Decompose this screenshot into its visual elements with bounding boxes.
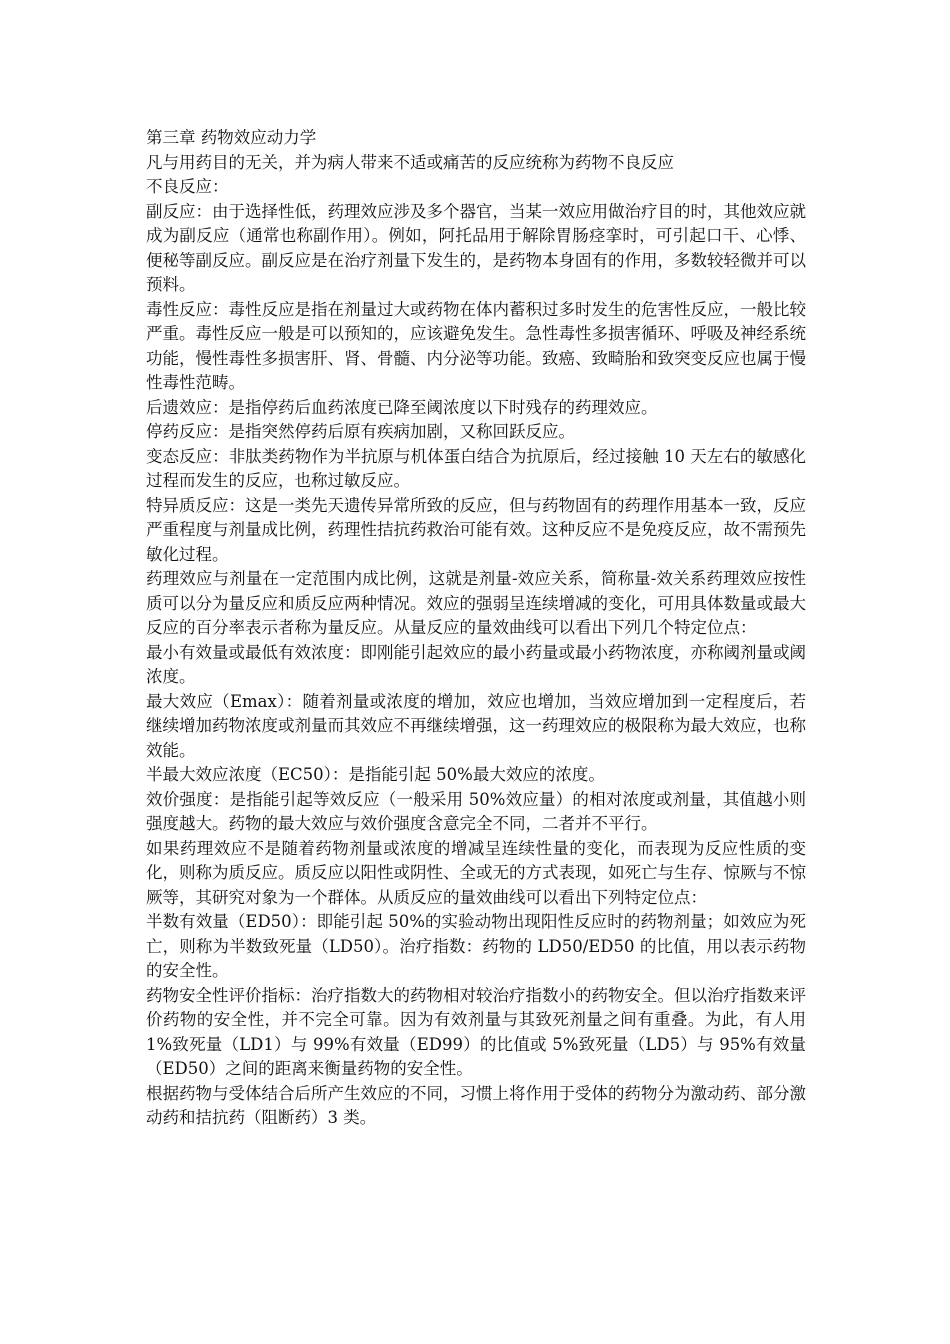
paragraph-toxic-reactions: 毒性反应：毒性反应是指在剂量过大或药物在体内蓄积过多时发生的危害性反应，一般比较严重。毒性反应一般是可以预知的，应该避免发生。急性毒性多损害循环、呼吸及神经系统功能，慢性毒性多损害肝、肾、骨髓、内分泌等功能。致癌、致畸胎和致突变反应也属于慢性毒性范畴。 (146, 299, 806, 392)
paragraph-potency: 效价强度：是指能引起等效反应（一般采用 50%效应量）的相对浓度或剂量，其值越小则强度越大。药物的最大效应与效价强度含意完全不同，二者并不平行。 (146, 789, 806, 833)
paragraph-allergic-reactions: 变态反应：非肽类药物作为半抗原与机体蛋白结合为抗原后，经过接触 10 天左右的敏感化过程而发生的反应，也称过敏反应。 (146, 446, 806, 490)
paragraph-safety-indices: 药物安全性评价指标：治疗指数大的药物相对较治疗指数小的药物安全。但以治疗指数来评价药物的安全性，并不完全可靠。因为有效剂量与其致死剂量之间有重叠。为此，有人用 1%致死量（LD1）与 99%有效量（ED99）的比值或 5%致死量（LD5）与 95%有效量（ED50）之间的距离来衡量药物的安全性。 (146, 985, 806, 1078)
paragraph-adverse-reaction-definition: 凡与用药目的无关，并为病人带来不适或痛苦的反应统称为药物不良反应 (146, 152, 674, 172)
paragraph-maximum-effect: 最大效应（Emax）：随着剂量或浓度的增加，效应也增加，当效应增加到一定程度后，若继续增加药物浓度或剂量而其效应不再继续增强，这一药理效应的极限称为最大效应，也称效能。 (146, 691, 806, 760)
paragraph-side-effects: 副反应：由于选择性低，药理效应涉及多个器官，当某一效应用做治疗目的时，其他效应就成为副反应（通常也称副作用）。例如，阿托品用于解除胃肠痉挛时，可引起口干、心悸、便秘等副反应。副反应是在治疗剂量下发生的，是药物本身固有的作用，多数较轻微并可以预料。 (146, 201, 806, 294)
chapter-title: 第三章 药物效应动力学 (146, 128, 317, 147)
paragraph-ec50: 半最大效应浓度（EC50）：是指能引起 50%最大效应的浓度。 (146, 765, 605, 784)
paragraph-residual-effects: 后遗效应：是指停药后血药浓度已降至阈浓度以下时残存的药理效应。 (146, 397, 658, 417)
paragraph-quantal-response: 如果药理效应不是随着药物剂量或浓度的增减呈连续性量的变化，而表现为反应性质的变化，则称为质反应。质反应以阳性或阴性、全或无的方式表现，如死亡与生存、惊厥与不惊厥等，其研究对象为一个群体。从质反应的量效曲线可以看出下列特定位点： (146, 838, 806, 907)
document-page (146, 126, 806, 1131)
section-heading-adverse-reactions: 不良反应： (146, 177, 229, 196)
paragraph-idiosyncratic-reactions: 特异质反应：这是一类先天遗传异常所致的反应，但与药物固有的药理作用基本一致，反应严重程度与剂量成比例，药理性拮抗药救治可能有效。这种反应不是免疫反应，故不需预先敏化过程。 (146, 495, 806, 564)
paragraph-receptor-drug-classes: 根据药物与受体结合后所产生效应的不同，习惯上将作用于受体的药物分为激动药、部分激动药和拮抗药（阻断药）3 类。 (146, 1083, 806, 1127)
paragraph-minimum-effective-dose: 最小有效量或最低有效浓度：即刚能引起效应的最小药量或最小药物浓度，亦称阈剂量或阈浓度。 (146, 642, 806, 686)
paragraph-ed50-ld50: 半数有效量（ED50）：即能引起 50%的实验动物出现阳性反应时的药物剂量；如效应为死亡，则称为半数致死量（LD50）。治疗指数：药物的 LD50/ED50 的比值，用以表示药物的安全性。 (146, 912, 806, 980)
paragraph-dose-effect-relationship: 药理效应与剂量在一定范围内成比例，这就是剂量-效应关系，简称量-效关系药理效应按性质可以分为量反应和质反应两种情况。效应的强弱呈连续增减的变化，可用具体数量或最大反应的百分率表示者称为量反应。从量反应的量效曲线可以看出下列几个特定位点： (146, 569, 806, 637)
paragraph-withdrawal-reactions: 停药反应：是指突然停药后原有疾病加剧，又称回跃反应。 (146, 422, 575, 441)
